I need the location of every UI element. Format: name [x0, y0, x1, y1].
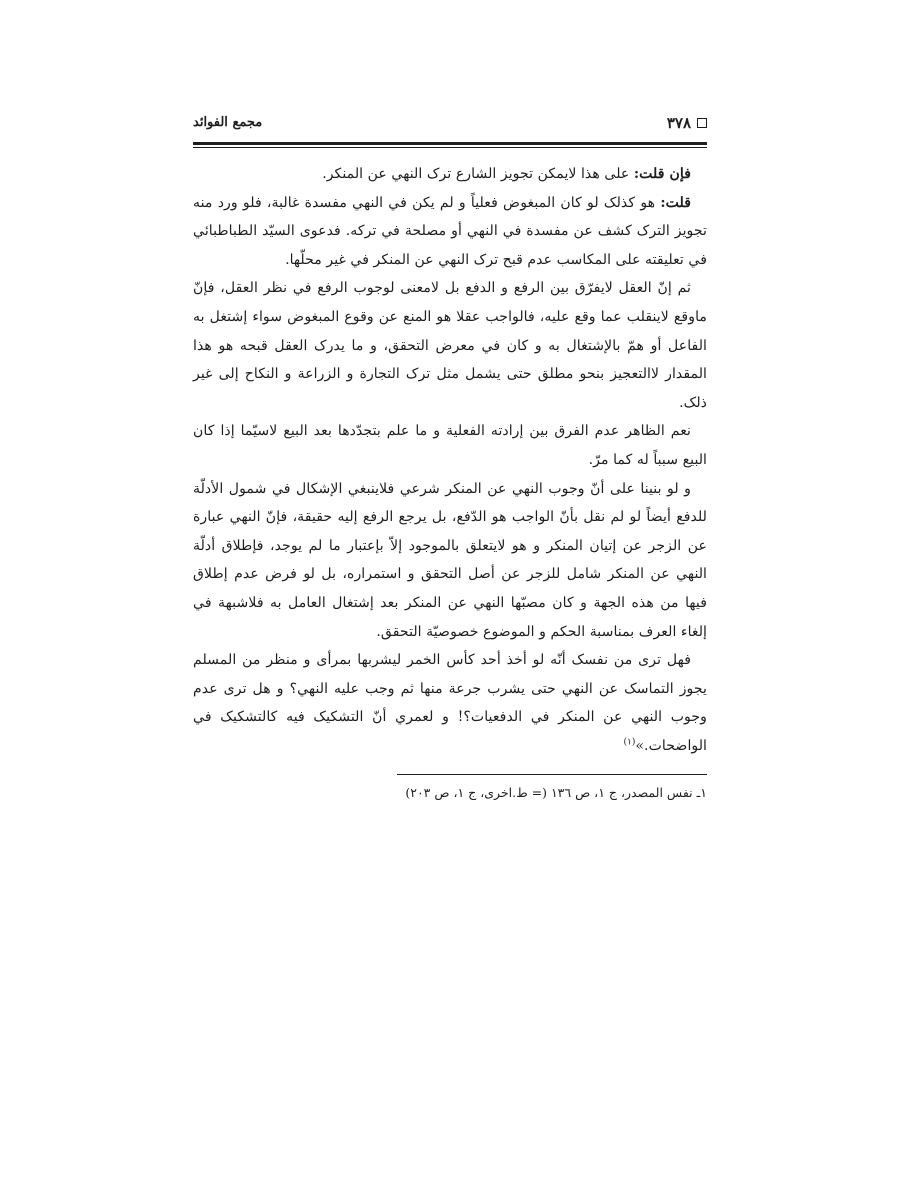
square-icon — [697, 118, 707, 128]
footnote-divider — [397, 774, 707, 775]
page-number-text: ٣٧٨ — [666, 114, 691, 132]
paragraph-text: على هذا لايمكن تجويز الشارع ترک النهي عن المنكر. — [322, 166, 634, 182]
paragraph-text: نعم الظاهر عدم الفرق بين إرادته الفعلية و ما علم بتجدّدها بعد البيع لاسيّما إذا كان البيع سبباً له كما مرّ. — [193, 423, 707, 468]
paragraph-text: فهل ترى من نفسک أنّه لو أخذ أحد كأس الخمر ليشربها بمرأى و منظر من المسلم يجوز التماسک عن النهي حتى يشرب جرعة منها ثم وجب عليه النهي؟ و هل ترى عدم وجوب النهي عن المنكر في الدفعيات؟! و لعمري أنّ التشكيک فيه كالتشكيک في الواضحات.» — [193, 652, 707, 754]
paragraph-text: ثم إنّ العقل لايفرّق بين الرفع و الدفع بل لامعنى لوجوب الرفع في نظر العقل، فإنّ ماوقع لاينقلب عما وقع عليه، فالواجب عقلا هو المنع عن وقوع المبغوض سواء إشتغل به الفاعل أو همّ بالإشتغال به و كان في معرض التحقق، و ما يدرک العقل قبحه هو هذا المقدار لاالتعجيز بنحو مطلق حتى يشمل مثل ترک التجارة و الزراعة و النكاح إلى غير ذلک. — [193, 280, 707, 411]
paragraph — [193, 417, 707, 474]
paragraph — [193, 475, 707, 647]
book-title: مجمع الفوائد — [193, 115, 263, 130]
document-page — [193, 108, 707, 1148]
header-rule-thick — [193, 142, 707, 145]
paragraph-text: و لو بنينا على أنّ وجوب النهي عن المنكر شرعي فلاينبغي الإشكال في شمول الأدلّة للدفع أيضاً لو لم نقل بأنّ الواجب هو الدّفع، بل يرجع الرفع إليه حقيقة، فإنّ النهي عبارة عن الزجر عن إتيان المنكر و هو لايتعلق بالموجود إلاّ بإعتبار ما لم يوجد، فإطلاق أدلّة النهي عن المنكر شامل للزجر عن أصل التحقق و استمراره، بل لو فرض عدم إطلاق فيها من هذه الجهة و كان مصبّها النهي عن المنكر بعد إشتغال العامل به فلاشبهة في إلغاء العرف بمناسبة الحكم و الموضوع خصوصيّة التحقق. — [193, 480, 707, 640]
page-header — [193, 108, 707, 142]
paragraph — [193, 274, 707, 417]
body-text — [193, 160, 707, 760]
paragraph-text: هو كذلک لو كان المبغوض فعلياً و لم يكن في النهي مفسدة غالبة، فلو ورد منه تجويز الترک كشف عن مفسدة في النهي أو مصلحة في تركه. فدعوى السيّد الطباطبائي في تعليقته على المكاسب عدم قبح ترک النهي عن المنكر في غير محلّها. — [193, 194, 707, 268]
paragraph-lead: قلت: — [660, 194, 691, 211]
page-number — [667, 114, 707, 132]
header-rule-thin — [193, 147, 707, 148]
footnote-reference[interactable]: (١) — [623, 737, 636, 748]
paragraph — [193, 189, 707, 275]
paragraph — [193, 646, 707, 760]
paragraph-lead: فإن قلت: — [633, 166, 691, 182]
paragraph — [193, 160, 707, 189]
footnote: ١ـ نفس المصدر، ج ١، ص ١٣٦ (= ط.اخرى، ج ١، ص ٢٠٣) — [405, 785, 707, 801]
